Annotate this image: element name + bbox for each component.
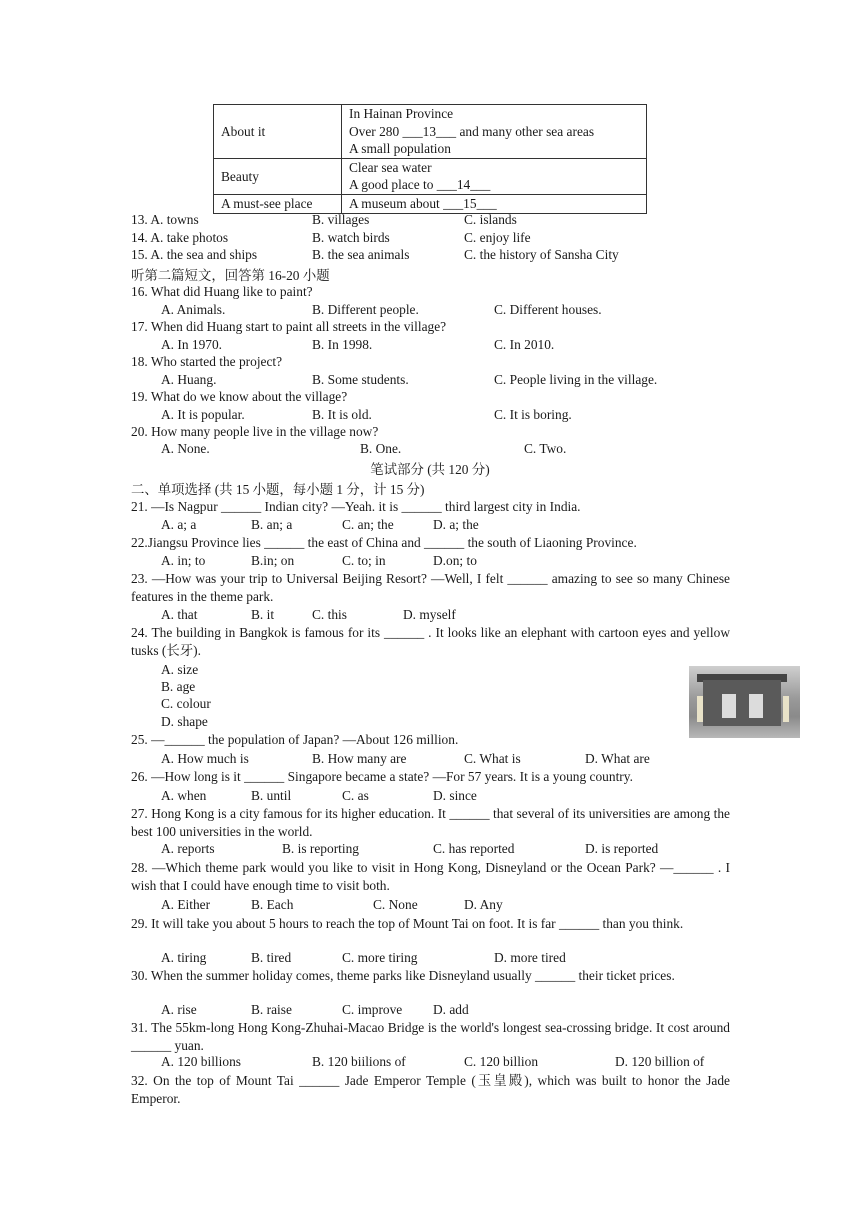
option-c: C. more tiring — [342, 950, 418, 965]
question-stem: 21. —Is Nagpur ______ Indian city? —Yeah. it is ______ third largest city in India. — [131, 499, 581, 514]
option-a: A. in; to — [161, 553, 206, 568]
option-b: B. Some students. — [312, 372, 409, 387]
option-c: C. It is boring. — [494, 407, 572, 422]
question-stem: 18. Who started the project? — [131, 354, 283, 369]
option-b: B. Each — [251, 897, 294, 912]
question-stem: 26. —How long is it ______ Singapore became a state? —For 57 years. It is a young country. — [131, 769, 633, 784]
q13-option-a: 13. A. towns — [131, 212, 199, 227]
option-c: C. improve — [342, 1002, 403, 1017]
question-stem: 16. What did Huang like to paint? — [131, 284, 313, 299]
option-a: A. Animals. — [161, 302, 226, 317]
table-line: A small population — [349, 141, 451, 157]
option-a: A. when — [161, 788, 207, 803]
option-c: C. Different houses. — [494, 302, 602, 317]
q13-option-c: C. islands — [464, 212, 517, 227]
option-a: A. size — [161, 662, 199, 677]
q14-option-c: C. enjoy life — [464, 230, 531, 245]
question-stem: 19. What do we know about the village? — [131, 389, 348, 404]
option-c: C. an; the — [342, 517, 394, 532]
option-c: C. None — [373, 897, 418, 912]
table-label-cell: A must-see place — [214, 194, 342, 213]
option-a: A. It is popular. — [161, 407, 245, 422]
question-stem: 32. On the top of Mount Tai ______ Jade Emperor Temple (玉皇殿), which was built to honor the Jade Emperor. — [131, 1073, 730, 1106]
option-b: B. is reporting — [282, 841, 359, 856]
option-a: A. None. — [161, 441, 210, 456]
option-d: D. add — [433, 1002, 469, 1017]
option-b: B. raise — [251, 1002, 292, 1017]
option-b: B. an; a — [251, 517, 293, 532]
section-heading: 听第二篇短文，回答第 16-20 小题 — [131, 268, 330, 283]
elephant-building-photo — [689, 666, 800, 738]
question-stem: 28. —Which theme park would you like to visit in Hong Kong, Disneyland or the Ocean Park? —______ . I wish that I could have enough time to visit both. — [131, 860, 730, 893]
q15-option-a: 15. A. the sea and ships — [131, 247, 258, 262]
option-a: A. Either — [161, 897, 211, 912]
option-d: D. myself — [403, 607, 456, 622]
option-c: C. has reported — [433, 841, 515, 856]
table-row — [214, 105, 647, 159]
table-label-cell: Beauty — [214, 158, 342, 194]
option-d: D. is reported — [585, 841, 659, 856]
option-b: B. Different people. — [312, 302, 419, 317]
question-stem: 30. When the summer holiday comes, theme parks like Disneyland usually ______ their ticket prices. — [131, 968, 675, 983]
option-c: C. this — [312, 607, 347, 622]
table-content-cell — [342, 194, 647, 213]
question-stem: 23. —How was your trip to Universal Beijing Resort? —Well, I felt ______ amazing to see so many Chinese features in the theme park. — [131, 571, 730, 604]
option-d: D. shape — [161, 714, 208, 729]
option-a: A. reports — [161, 841, 215, 856]
table-line: Clear sea water — [349, 159, 432, 175]
option-a: A. tiring — [161, 950, 207, 965]
table-content-cell — [342, 105, 647, 159]
question-stem: 17. When did Huang start to paint all streets in the village? — [131, 319, 447, 334]
option-d: D. more tired — [494, 950, 566, 965]
table-line: A museum about ___15___ — [349, 195, 497, 211]
option-b: B. One. — [360, 441, 402, 456]
option-c: C. What is — [464, 751, 521, 766]
option-c: C. 120 billion — [464, 1054, 539, 1069]
question-stem: 22.Jiangsu Province lies ______ the east of China and ______ the south of Liaoning Province. — [131, 535, 637, 550]
option-b: B.in; on — [251, 553, 295, 568]
option-b: B. tired — [251, 950, 292, 965]
option-a: A. that — [161, 607, 198, 622]
table-line: Over 280 ___13___ and many other sea areas — [349, 123, 595, 139]
question-stem: 24. The building in Bangkok is famous for its ______ . It looks like an elephant with cartoon eyes and yellow tusks (长牙). — [131, 625, 730, 658]
q13-option-b: B. villages — [312, 212, 370, 227]
written-part-title: 笔试部分 (共 120 分) — [370, 462, 490, 477]
option-d: D. since — [433, 788, 477, 803]
option-b: B. it — [251, 607, 275, 622]
option-c: C. People living in the village. — [494, 372, 658, 387]
q15-option-b: B. the sea animals — [312, 247, 410, 262]
option-a: A. In 1970. — [161, 337, 222, 352]
question-stem: 27. Hong Kong is a city famous for its higher education. It ______ that several of its universities are among the best 100 universities in the world. — [131, 806, 730, 839]
option-a: A. Huang. — [161, 372, 217, 387]
option-d: D. What are — [585, 751, 650, 766]
option-c: C. as — [342, 788, 369, 803]
table-row — [214, 194, 647, 213]
option-b: B. How many are — [312, 751, 407, 766]
option-b: B. age — [161, 679, 196, 694]
table-row — [214, 158, 647, 194]
info-table — [213, 104, 647, 214]
option-a: A. How much is — [161, 751, 249, 766]
table-content-cell — [342, 158, 647, 194]
q14-option-b: B. watch birds — [312, 230, 390, 245]
option-d: D. Any — [464, 897, 503, 912]
option-c: C. In 2010. — [494, 337, 555, 352]
option-d: D. a; the — [433, 517, 479, 532]
question-stem: 31. The 55km-long Hong Kong-Zhuhai-Macao Bridge is the world's longest sea-crossing bridge. It cost around ______ yuan. — [131, 1020, 730, 1053]
option-c: C. colour — [161, 696, 211, 711]
table-label-cell: About it — [214, 105, 342, 159]
q15-option-c: C. the history of Sansha City — [464, 247, 619, 262]
option-a: A. a; a — [161, 517, 197, 532]
table-line: In Hainan Province — [349, 106, 454, 121]
section-heading: 二、单项选择 (共 15 小题，每小题 1 分，计 15 分) — [131, 482, 425, 497]
question-stem: 25. —______ the population of Japan? —About 126 million. — [131, 732, 459, 747]
option-c: C. to; in — [342, 553, 386, 568]
question-stem: 20. How many people live in the village now? — [131, 424, 379, 439]
option-a: A. rise — [161, 1002, 197, 1017]
option-a: A. 120 billions — [161, 1054, 241, 1069]
option-d: D.on; to — [433, 553, 477, 568]
option-b: B. until — [251, 788, 292, 803]
option-c: C. Two. — [524, 441, 567, 456]
option-b: B. In 1998. — [312, 337, 373, 352]
option-b: B. It is old. — [312, 407, 372, 422]
q14-option-a: 14. A. take photos — [131, 230, 229, 245]
question-stem: 29. It will take you about 5 hours to reach the top of Mount Tai on foot. It is far ______ than you think. — [131, 916, 684, 931]
option-d: D. 120 billion of — [615, 1054, 705, 1069]
table-line: A good place to ___14___ — [349, 177, 491, 193]
option-b: B. 120 biilions of — [312, 1054, 406, 1069]
